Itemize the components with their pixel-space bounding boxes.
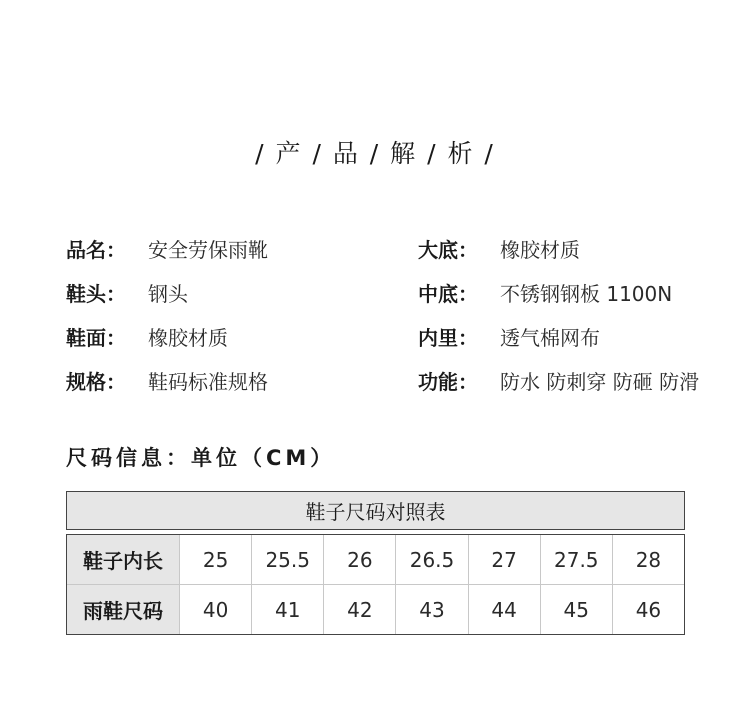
table-cell: 44: [468, 585, 540, 635]
spec-value: 橡胶材质: [148, 325, 228, 350]
table-cell: 46: [612, 585, 684, 635]
table-cell: 25: [180, 535, 252, 585]
spec-value: 橡胶材质: [500, 237, 580, 262]
row-header: 雨鞋尺码: [67, 585, 180, 635]
table-cell: 43: [396, 585, 468, 635]
spec-label: 功能：: [418, 369, 478, 394]
spec-value: 安全劳保雨靴: [148, 237, 268, 262]
spec-row-toe: [66, 270, 268, 314]
table-row: [67, 585, 685, 635]
table-cell: 27.5: [540, 535, 612, 585]
table-cell: 27: [468, 535, 540, 585]
table-cell: 26.5: [396, 535, 468, 585]
table-cell: 25.5: [252, 535, 324, 585]
spec-value: 透气棉网布: [500, 325, 600, 350]
spec-row-name: [66, 226, 268, 270]
size-info-heading: 尺码信息：单位（CM）: [66, 446, 336, 470]
spec-value: 鞋码标准规格: [148, 369, 268, 394]
spec-label: 内里：: [418, 325, 478, 350]
spec-label: 中底：: [418, 281, 478, 306]
row-header: 鞋子内长: [67, 535, 180, 585]
spec-row-outsole: [418, 226, 699, 270]
table-cell: 41: [252, 585, 324, 635]
spec-value: 防水 防刺穿 防砸 防滑: [500, 369, 700, 394]
table-cell: 26: [324, 535, 396, 585]
spec-list-right: [418, 226, 699, 402]
size-table: [66, 534, 685, 635]
spec-label: 规格：: [66, 369, 126, 394]
spec-label: 大底：: [418, 237, 478, 262]
table-cell: 42: [324, 585, 396, 635]
spec-list-left: [66, 226, 268, 402]
spec-row-upper: [66, 314, 268, 358]
table-row: [67, 535, 685, 585]
spec-row-function: [418, 358, 699, 402]
spec-value: 钢头: [148, 281, 188, 306]
spec-label: 鞋面：: [66, 325, 126, 350]
table-cell: 40: [180, 585, 252, 635]
spec-label: 品名：: [66, 237, 126, 262]
table-cell: 45: [540, 585, 612, 635]
spec-label: 鞋头：: [66, 281, 126, 306]
page-title: / 产 / 品 / 解 / 析 /: [255, 139, 495, 168]
spec-value: 不锈钢钢板 1100N: [500, 281, 673, 306]
spec-row-midsole: [418, 270, 699, 314]
table-cell: 28: [612, 535, 684, 585]
spec-row-lining: [418, 314, 699, 358]
spec-row-spec: [66, 358, 268, 402]
size-table-caption: 鞋子尺码对照表: [66, 491, 685, 530]
